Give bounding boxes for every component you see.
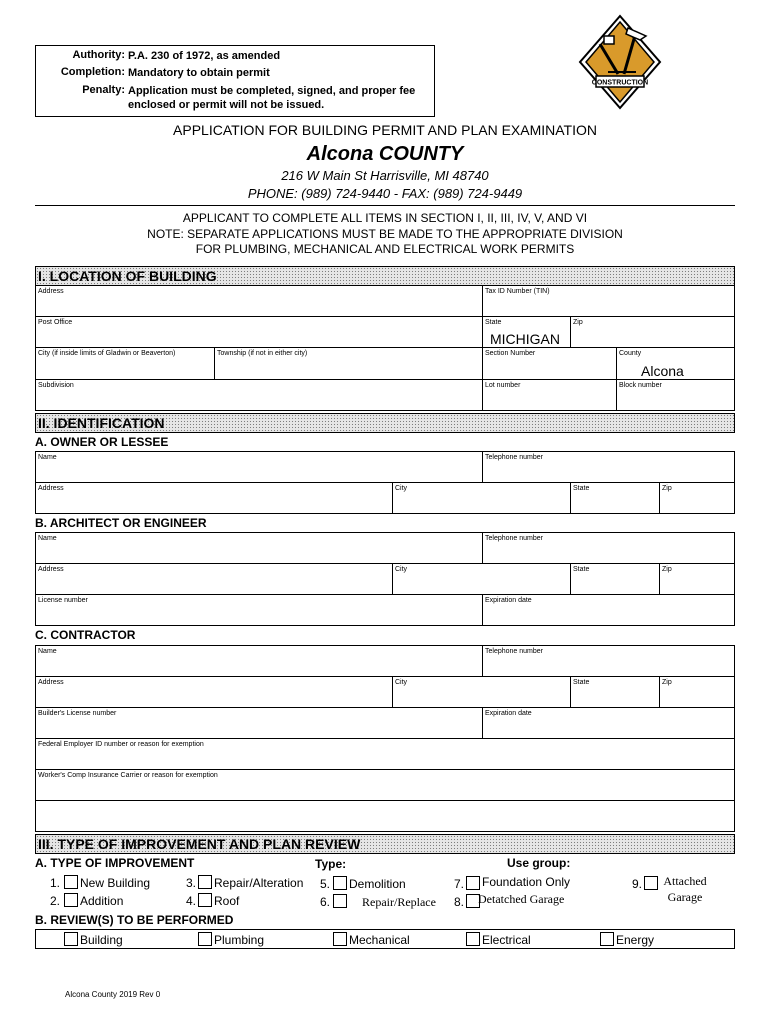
county-title: Alcona COUNTY [306, 143, 464, 165]
option-5-number: 5. [319, 877, 330, 891]
contractor-city-field[interactable] [392, 677, 570, 707]
repair-replace-label: Repair/Replace [362, 895, 436, 909]
architect-expiration-label: Expiration date [485, 597, 532, 604]
repair-alteration-checkbox[interactable] [198, 875, 212, 889]
state-value: MICHIGAN [490, 331, 560, 347]
electrical-review-label: Electrical [482, 933, 531, 947]
completion-text: Mandatory to obtain permit [128, 67, 270, 79]
state-label: State [485, 319, 502, 326]
mechanical-review-checkbox[interactable] [333, 932, 347, 946]
zip-field[interactable] [570, 317, 734, 347]
addition-label: Addition [80, 894, 124, 908]
contractor-row-1 [35, 645, 735, 677]
owner-row-2 [35, 483, 735, 514]
option-4-number: 4. [185, 894, 196, 908]
contractor-name-field[interactable] [36, 646, 482, 676]
city-label: City (if inside limits of Gladwin or Beaverton) [38, 350, 176, 357]
section-2-title: II. IDENTIFICATION [38, 415, 165, 431]
tin-label: Tax ID Number (TIN) [485, 288, 550, 295]
option-9-number: 9. [631, 877, 642, 891]
architect-name-field[interactable] [36, 533, 482, 563]
block-number-field[interactable] [616, 380, 734, 410]
owner-phone-label: Telephone number [485, 454, 543, 461]
section-number-label: Section Number [485, 350, 536, 357]
architect-zip-field[interactable] [659, 564, 734, 594]
logo-text: CONSTRUCTION [591, 79, 649, 87]
energy-review-checkbox[interactable] [600, 932, 614, 946]
section-1-header [35, 266, 735, 286]
construction-logo [578, 14, 662, 110]
contractor-zip-field[interactable] [659, 677, 734, 707]
contractor-state-field[interactable] [570, 677, 659, 707]
architect-row-3 [35, 595, 735, 626]
contractor-expiration-field[interactable] [482, 708, 734, 738]
county-value: Alcona [641, 363, 684, 379]
township-field[interactable] [214, 348, 482, 379]
plumbing-review-label: Plumbing [214, 933, 265, 947]
contractor-address-field[interactable] [36, 677, 392, 707]
office-address: 216 W Main St Harrisville, MI 48740 [281, 168, 489, 183]
section-1-title: I. LOCATION OF BUILDING [38, 268, 217, 284]
architect-name-label: Name [38, 535, 57, 542]
builders-license-field[interactable] [36, 708, 482, 738]
penalty-text: Application must be completed, signed, and proper fee enclosed or permit will not be issued. [128, 85, 416, 111]
workers-comp-field[interactable] [36, 770, 734, 800]
architect-phone-label: Telephone number [485, 535, 543, 542]
new-building-checkbox[interactable] [64, 875, 78, 889]
architect-license-label: License number [38, 597, 88, 604]
federal-id-field[interactable] [36, 739, 734, 769]
section-2-header [35, 413, 735, 433]
architect-row-2 [35, 564, 735, 595]
option-2-number: 2. [49, 894, 60, 908]
architect-row-1 [35, 532, 735, 564]
authority-box [35, 45, 435, 117]
use-group-label: Use group: [507, 856, 571, 870]
owner-city-field[interactable] [392, 483, 570, 513]
new-building-label: New Building [80, 876, 151, 890]
attached-garage-checkbox[interactable] [644, 876, 658, 890]
building-address-field[interactable] [36, 286, 482, 316]
section-number-field[interactable] [482, 348, 616, 379]
detached-garage-label: Detatched Garage [478, 892, 565, 906]
contractor-row-4 [35, 739, 735, 770]
building-address-label: Address [38, 288, 64, 295]
contractor-name-label: Name [38, 648, 57, 655]
section-3-header [35, 834, 735, 854]
location-row-2 [35, 317, 735, 348]
contractor-state-label: State [573, 679, 590, 686]
lot-number-label: Lot number [485, 382, 521, 389]
state-field[interactable] [482, 317, 570, 347]
contractor-row-3 [35, 708, 735, 739]
federal-id-label: Federal Employer ID number or reason for exemption [38, 741, 204, 748]
owner-state-field[interactable] [570, 483, 659, 513]
section-3-title: III. TYPE OF IMPROVEMENT AND PLAN REVIEW [38, 836, 361, 852]
contractor-expiration-label: Expiration date [485, 710, 532, 717]
architect-address-field[interactable] [36, 564, 392, 594]
architect-city-label: City [395, 566, 408, 573]
subdivision-field[interactable] [36, 380, 482, 410]
option-6-number: 6. [319, 895, 330, 909]
lot-number-field[interactable] [482, 380, 616, 410]
contractor-row-6 [35, 801, 735, 832]
county-label: County [619, 350, 642, 357]
tin-field[interactable] [482, 286, 734, 316]
contractor-row-5 [35, 770, 735, 801]
architect-city-field[interactable] [392, 564, 570, 594]
contractor-phone-field[interactable] [482, 646, 734, 676]
improvement-subheading: A. TYPE OF IMPROVEMENT [35, 856, 195, 870]
option-3-number: 3. [185, 876, 196, 890]
contractor-row-2 [35, 677, 735, 708]
type-label: Type: [315, 857, 347, 871]
completion-label: Completion: [60, 66, 125, 78]
owner-state-label: State [573, 485, 590, 492]
building-review-checkbox[interactable] [64, 932, 78, 946]
divider [35, 205, 735, 206]
workers-comp-continued-field[interactable] [36, 801, 734, 831]
repair-replace-checkbox[interactable] [333, 894, 347, 908]
authority-label: Authority: [72, 49, 125, 61]
contractor-phone-label: Telephone number [485, 648, 543, 655]
foundation-only-checkbox[interactable] [466, 876, 480, 890]
county-field[interactable] [616, 348, 734, 379]
authority-text: P.A. 230 of 1972, as amended [128, 50, 281, 62]
contractor-address-label: Address [38, 679, 64, 686]
plumbing-review-checkbox[interactable] [198, 932, 212, 946]
owner-city-label: City [395, 485, 408, 492]
option-8-number: 8. [453, 895, 464, 909]
location-row-3 [35, 348, 735, 380]
architect-zip-label: Zip [662, 566, 672, 573]
owner-zip-label: Zip [662, 485, 672, 492]
contractor-subheading: C. CONTRACTOR [35, 628, 136, 642]
penalty-label: Penalty: [82, 84, 125, 96]
electrical-review-checkbox[interactable] [466, 932, 480, 946]
owner-row-1 [35, 451, 735, 483]
architect-expiration-field[interactable] [482, 595, 734, 625]
instructions-line-1: APPLICANT TO COMPLETE ALL ITEMS IN SECTION I, II, III, IV, V, AND VI [182, 211, 588, 225]
owner-name-field[interactable] [36, 452, 482, 482]
owner-phone-field[interactable] [482, 452, 734, 482]
option-1-number: 1. [49, 876, 60, 890]
architect-state-field[interactable] [570, 564, 659, 594]
energy-review-label: Energy [616, 933, 655, 947]
demolition-label: Demolition [349, 877, 406, 891]
footer-revision: Alcona County 2019 Rev 0 [65, 990, 161, 999]
township-label: Township (if not in either city) [217, 350, 308, 357]
demolition-checkbox[interactable] [333, 876, 347, 890]
roof-checkbox[interactable] [198, 893, 212, 907]
architect-state-label: State [573, 566, 590, 573]
post-office-field[interactable] [36, 317, 482, 347]
owner-zip-field[interactable] [659, 483, 734, 513]
foundation-only-label: Foundation Only [482, 875, 571, 889]
addition-checkbox[interactable] [64, 893, 78, 907]
office-phone: PHONE: (989) 724-9440 - FAX: (989) 724-9449 [247, 186, 523, 201]
subdivision-label: Subdivision [38, 382, 74, 389]
post-office-label: Post Office [38, 319, 73, 326]
location-row-4 [35, 380, 735, 411]
architect-subheading: B. ARCHITECT OR ENGINEER [35, 516, 207, 530]
instructions-line-3: FOR PLUMBING, MECHANICAL AND ELECTRICAL WORK PERMITS [195, 242, 575, 256]
workers-comp-label: Worker's Comp Insurance Carrier or reason for exemption [38, 772, 218, 779]
roof-label: Roof [214, 894, 240, 908]
owner-address-field[interactable] [36, 483, 392, 513]
option-7-number: 7. [453, 877, 464, 891]
block-number-label: Block number [619, 382, 662, 389]
architect-phone-field[interactable] [482, 533, 734, 563]
city-field[interactable] [36, 348, 214, 379]
building-review-label: Building [80, 933, 123, 947]
contractor-city-label: City [395, 679, 408, 686]
location-row-1 [35, 286, 735, 317]
form-title: APPLICATION FOR BUILDING PERMIT AND PLAN EXAMINATION [173, 122, 597, 138]
zip-label: Zip [573, 319, 583, 326]
architect-address-label: Address [38, 566, 64, 573]
contractor-zip-label: Zip [662, 679, 672, 686]
attached-garage-label: Attached Garage [663, 874, 707, 904]
mechanical-review-label: Mechanical [349, 933, 410, 947]
repair-alteration-label: Repair/Alteration [214, 876, 304, 890]
builders-license-label: Builder's License number [38, 710, 117, 717]
architect-license-field[interactable] [36, 595, 482, 625]
owner-address-label: Address [38, 485, 64, 492]
owner-subheading: A. OWNER OR LESSEE [35, 435, 169, 449]
owner-name-label: Name [38, 454, 57, 461]
reviews-subheading: B. REVIEW(S) TO BE PERFORMED [35, 913, 234, 927]
instructions-line-2: NOTE: SEPARATE APPLICATIONS MUST BE MADE TO THE APPROPRIATE DIVISION [147, 227, 623, 241]
